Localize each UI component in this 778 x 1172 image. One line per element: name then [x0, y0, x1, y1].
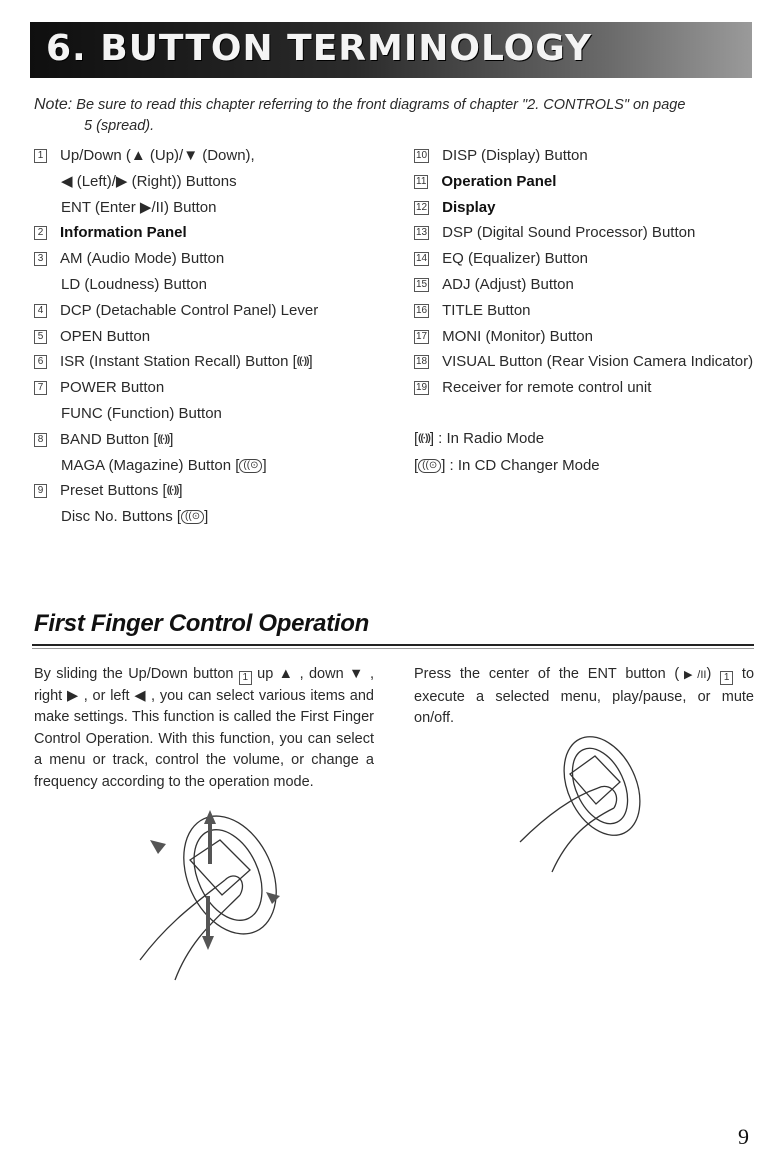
- item-number: 7: [34, 381, 47, 395]
- list-item: [414, 146, 764, 172]
- item-number: 16: [416, 304, 428, 316]
- page-number: 9: [738, 1124, 749, 1149]
- item-label: MAGA (Magazine) Button [ ((⊙ ]: [61, 456, 267, 474]
- list-item: [414, 352, 764, 378]
- item-number: 14: [416, 253, 428, 265]
- section-rule-thin: [32, 648, 754, 649]
- list-item: [414, 327, 764, 353]
- item-label: Information Panel: [60, 224, 187, 242]
- item-label: ◀ (Left)/▶ (Right)) Buttons: [61, 172, 237, 190]
- item-label: DISP (Display) Button: [442, 147, 588, 164]
- cd-changer-icon: ((⊙: [239, 459, 262, 473]
- finger-sliding-illustration-icon: [130, 800, 300, 990]
- list-item: [414, 223, 764, 249]
- item-label: Disc No. Buttons [ ((⊙ ]: [61, 508, 209, 526]
- item-number: 8: [34, 433, 47, 447]
- item-label: DSP (Digital Sound Processor) Button: [442, 224, 696, 242]
- item-label: Operation Panel: [441, 172, 557, 190]
- item-label: Display: [442, 198, 496, 216]
- note-label: Note:: [34, 96, 73, 113]
- list-item: [414, 172, 764, 198]
- list-item: [414, 198, 764, 224]
- note: [34, 94, 754, 137]
- chapter-title: 6. BUTTON TERMINOLOGY: [46, 28, 593, 69]
- item-number: 19: [416, 382, 428, 394]
- item-number: 10: [416, 150, 428, 161]
- list-item: [34, 481, 394, 507]
- item-number: 1: [34, 149, 47, 163]
- item-number: 18: [416, 356, 428, 368]
- list-item: [414, 301, 764, 327]
- section-rule: [32, 644, 754, 646]
- item-number: 9: [34, 484, 47, 498]
- item-number: 17: [416, 330, 428, 342]
- first-finger-description: By sliding the Up/Down button 1 up ▲ , down ▼ , right ▶ , or left ◀ , you can select various items and make settings. This function is called the First Finger Control Operation. With this function, you can select a menu or track, control the volume, or change a frequency according to the operation mode.: [34, 666, 375, 790]
- item-label: TITLE Button: [442, 301, 531, 319]
- item-number: 3: [34, 252, 47, 266]
- item-label: DCP (Detachable Control Panel) Lever: [60, 301, 319, 319]
- item-label: Receiver for remote control unit: [442, 379, 652, 397]
- ent-button-description: Press the center of the ENT button (▶/II) 1 to execute a selected menu, play/pause, or mute on/off.: [414, 666, 755, 726]
- item-label: OPEN Button: [60, 327, 151, 345]
- item-number: 4: [34, 304, 47, 318]
- list-item: [34, 301, 394, 327]
- list-item: [34, 352, 394, 378]
- list-item: [34, 146, 394, 172]
- item-label: BAND Button [((·))]: [60, 430, 174, 448]
- item-label: LD (Loudness) Button: [61, 275, 207, 293]
- item-number: 2: [34, 226, 47, 240]
- list-item: [34, 249, 394, 275]
- item-number: 12: [416, 201, 428, 213]
- item-label: ENT (Enter ▶/II) Button: [61, 198, 217, 216]
- item-label: ISR (Instant Station Recall) Button [((·))]: [60, 353, 313, 371]
- item-label: VISUAL Button (Rear Vision Camera Indicator): [442, 353, 754, 371]
- item-number: 5: [34, 330, 47, 344]
- list-item: [414, 275, 764, 301]
- finger-press-illustration-icon: [510, 724, 680, 874]
- note-text: Be sure to read this chapter referring to the front diagrams of chapter "2. CONTROLS" on page: [76, 97, 686, 113]
- antenna-icon: ((·)): [296, 356, 309, 368]
- mode-legend: [414, 430, 600, 484]
- list-item: [34, 507, 394, 533]
- item-label: POWER Button: [60, 379, 165, 397]
- item-number: 11: [416, 175, 427, 187]
- note-text-continued: 5 (spread).: [84, 118, 155, 134]
- cd-changer-icon: ((⊙: [418, 459, 441, 473]
- list-item: [34, 430, 394, 456]
- cd-changer-icon: ((⊙: [181, 510, 204, 524]
- list-item: [34, 378, 394, 404]
- list-item: [34, 404, 394, 430]
- item-number: 6: [34, 355, 47, 369]
- list-item: [34, 327, 394, 353]
- item-label: MONI (Monitor) Button: [442, 327, 593, 345]
- list-item: [34, 275, 394, 301]
- item-number: 13: [416, 227, 428, 239]
- chapter-banner: [30, 22, 752, 78]
- legend-radio: [((·))] : In Radio Mode: [414, 430, 545, 447]
- play-pause-icon: ▶/II: [679, 669, 707, 681]
- list-item: [34, 172, 394, 198]
- list-item: [34, 456, 394, 482]
- item-label: Up/Down (▲ (Up)/▼ (Down),: [60, 147, 255, 164]
- item-label: AM (Audio Mode) Button: [60, 250, 225, 268]
- button-list-right: [414, 146, 764, 404]
- item-label: EQ (Equalizer) Button: [442, 250, 589, 268]
- button-list-left: [34, 146, 394, 533]
- legend-cd: [ ((⊙ ] : In CD Changer Mode: [414, 457, 600, 474]
- item-label: Preset Buttons [((·))]: [60, 482, 183, 500]
- antenna-icon: ((·)): [157, 433, 170, 445]
- ref-number: 1: [720, 671, 733, 685]
- item-label: ADJ (Adjust) Button: [442, 275, 574, 293]
- list-item: [414, 249, 764, 275]
- list-item: [34, 198, 394, 224]
- item-number: 15: [416, 278, 428, 290]
- ref-number: 1: [239, 671, 252, 685]
- antenna-icon: ((·)): [418, 433, 430, 445]
- list-item: [34, 223, 394, 249]
- item-label: FUNC (Function) Button: [61, 404, 222, 422]
- antenna-icon: ((·)): [166, 485, 179, 497]
- section-title: First Finger Control Operation: [34, 610, 370, 637]
- list-item: [414, 378, 764, 404]
